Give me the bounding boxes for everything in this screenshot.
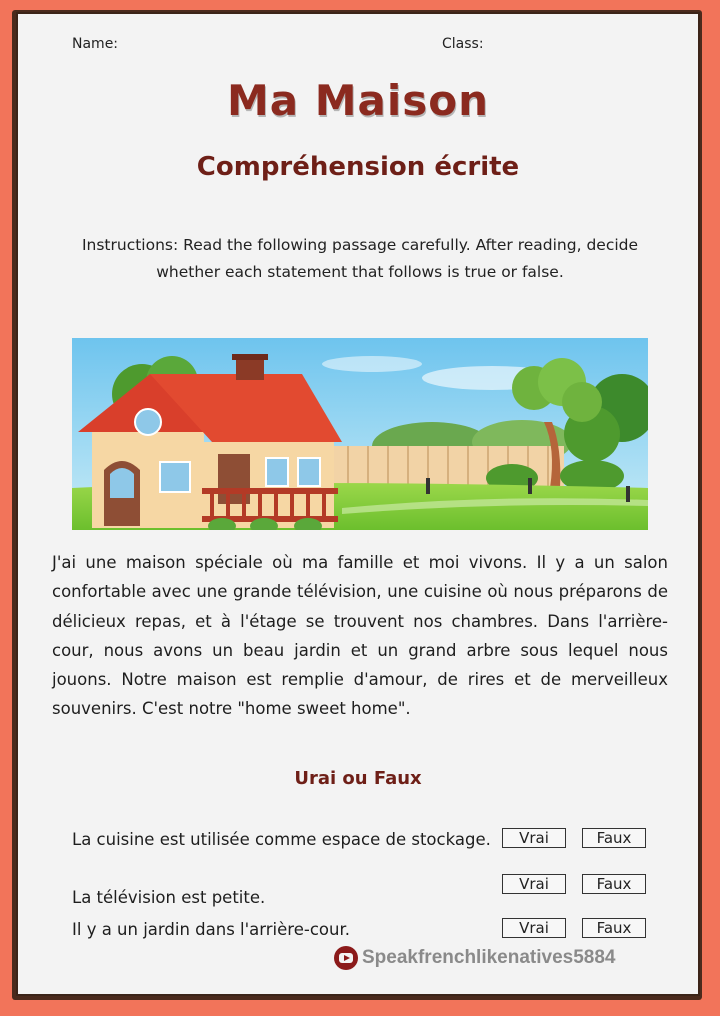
page-title: Ma Maison <box>226 76 490 125</box>
statement-2-true-box[interactable]: Vrai <box>502 874 566 894</box>
statement-3: Il y a un jardin dans l'arrière-cour. <box>72 920 350 939</box>
channel-watermark <box>334 946 616 970</box>
statement-3-true-box[interactable]: Vrai <box>502 918 566 938</box>
statement-1-false-box[interactable]: Faux <box>582 828 646 848</box>
reading-passage: J'ai une maison spéciale où ma famille et moi vivons. Il y a un salon confortable avec une grande télévision, une cuisine où nous préparons de délicieux repas, et à l'étage se trouvent nos chambres. Dans l'arrière-cour, nous avons un beau jardin et un grand arbre sous lequel nous jouons. Notre maison est remplie d'amour, de rires et de merveilleux souvenirs. C'est notre "home sweet home". <box>52 553 668 719</box>
statement-2: La télévision est petite. <box>72 888 266 907</box>
statement-3-false-box[interactable]: Faux <box>582 918 646 938</box>
youtube-icon <box>334 946 358 970</box>
instructions: Instructions: Read the following passage carefully. After reading, decide whether each statement that follows is true or false. <box>81 236 639 281</box>
statement-1-true-box[interactable]: Vrai <box>502 828 566 848</box>
true-false-heading: Urai ou Faux <box>294 768 422 789</box>
statement-1: La cuisine est utilisée comme espace de stockage. <box>72 830 491 849</box>
class-label: Class: <box>442 36 484 52</box>
page-subtitle: Compréhension écrite <box>196 152 520 182</box>
house-illustration <box>72 338 648 530</box>
watermark-text: Speakfrenchlikenatives5884 <box>362 947 616 968</box>
name-label: Name: <box>72 36 119 52</box>
statement-2-false-box[interactable]: Faux <box>582 874 646 894</box>
worksheet <box>16 12 700 996</box>
